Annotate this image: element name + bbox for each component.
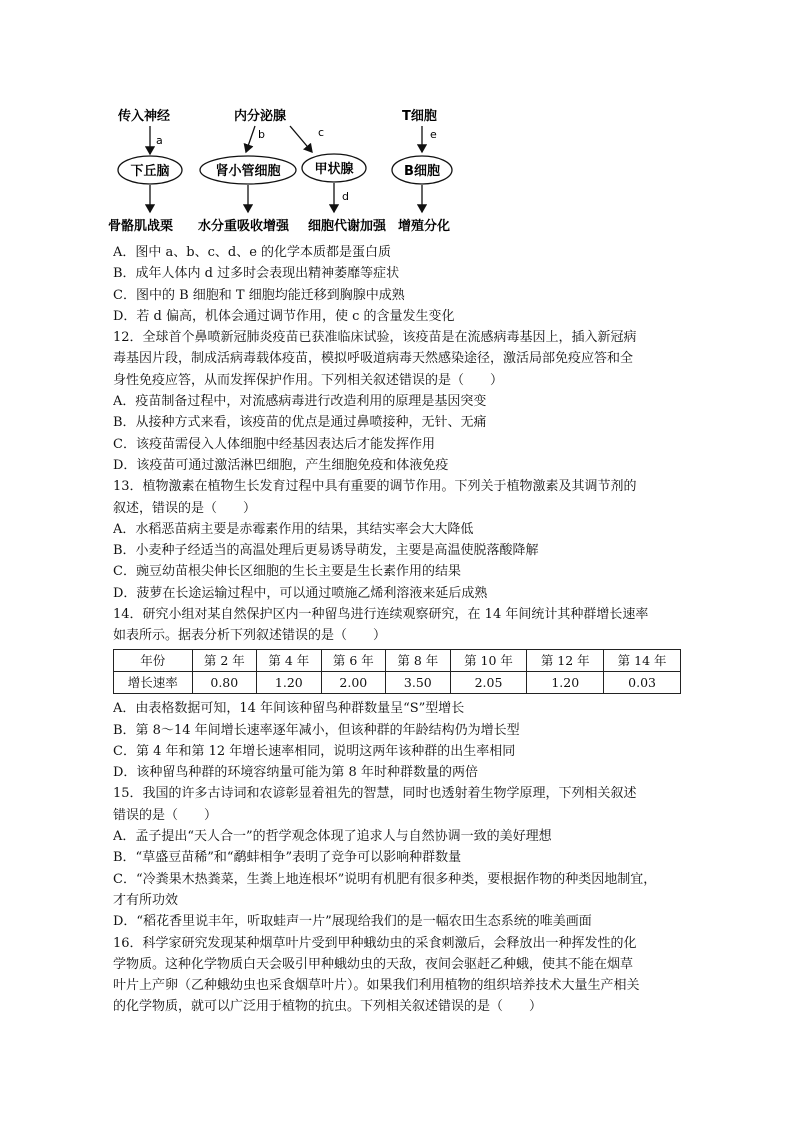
q12-option-c: C．该疫苗需侵入人体细胞中经基因表达后才能发挥作用	[113, 436, 435, 452]
node-hypothalamus-label: 下丘脑	[130, 164, 170, 179]
table-year: 第 2 年	[192, 649, 257, 671]
result-water-reabsorption: 水分重吸收增强	[198, 219, 290, 234]
table-rate: 2.00	[321, 671, 386, 693]
node-b-cell-label: B细胞	[404, 164, 440, 179]
table-year: 第 12 年	[527, 649, 604, 671]
q15-stem-line-2: 错误的是（ ）	[113, 807, 218, 823]
q11-option-c: C．图中的 B 细胞和 T 细胞均能迁移到胸腺中成熟	[113, 287, 405, 303]
q13-stem-line-2: 叙述，错误的是（ ）	[113, 500, 257, 516]
q16-stem-line-4: 的化学物质，就可以广泛用于植物的抗虫。下列相关叙述错误的是（ ）	[113, 999, 543, 1015]
table-year: 第 8 年	[386, 649, 451, 671]
q15-option-b: B．“草盛豆苗稀”和“鹬蚌相争”表明了竞争可以影响种群数量	[113, 850, 462, 866]
q11-option-b: B．成年人体内 d 过多时会表现出精神萎靡等症状	[113, 266, 400, 282]
q15-option-a: A．孟子提出“天人合一”的哲学观念体现了追求人与自然协调一致的美好理想	[113, 829, 552, 845]
label-e: e	[430, 128, 437, 141]
q14-stem-line-2: 如表所示。据表分析下列叙述错误的是（ ）	[113, 628, 387, 644]
q15-option-c-continued: 才有所功效	[113, 892, 179, 908]
table-header-row	[114, 649, 681, 671]
table-year: 第 14 年	[604, 649, 681, 671]
q12-stem-line-2: 毒基因片段，制成活病毒载体疫苗，模拟呼吸道病毒天然感染途径，激活局部免疫应答和全	[113, 351, 634, 367]
label-a: a	[156, 134, 163, 147]
result-metabolism: 细胞代谢加强	[308, 219, 387, 234]
q13-option-b: B．小麦种子经适当的高温处理后更易诱导萌发，主要是高温使脱落酸降解	[113, 543, 539, 559]
q14-option-a: A．由表格数据可知，14 年间该种留鸟种群数量呈“S”型增长	[113, 701, 465, 717]
source-t-cell: T细胞	[402, 109, 437, 124]
q13-option-d: D．菠萝在长途运输过程中，可以通过喷施乙烯利溶液来延后成熟	[113, 585, 488, 601]
arrow-b	[246, 126, 255, 152]
node-thyroid-label: 甲状腺	[314, 162, 354, 177]
label-b: b	[258, 128, 265, 141]
q13-option-a: A．水稻恶苗病主要是赤霉素作用的结果，其结实率会大大降低	[113, 521, 474, 537]
table-header-label: 年份	[114, 649, 193, 671]
q16-stem-line-2: 学物质。这种化学物质白天会吸引甲种蛾幼虫的天敌，夜间会驱赶乙种蛾，使其不能在烟草	[113, 956, 634, 972]
q16-stem-line-1: 16．科学家研究发现某种烟草叶片受到甲种蛾幼虫的采食刺激后，会释放出一种挥发性的化	[113, 935, 637, 951]
q14-option-c: C．第 4 年和第 12 年增长速率相同，说明这两年该种群的出生率相同	[113, 743, 516, 759]
source-endocrine-gland: 内分泌腺	[234, 109, 287, 124]
q14-option-d: D．该种留鸟种群的环境容纳量可能为第 8 年时种群数量的两倍	[113, 765, 478, 781]
node-renal-tubule-cell-label: 肾小管细胞	[215, 164, 281, 179]
q12-option-d: D．该疫苗可通过激活淋巴细胞，产生细胞免疫和体液免疫	[113, 457, 449, 473]
table-rate: 3.50	[386, 671, 451, 693]
table-year: 第 6 年	[321, 649, 386, 671]
table-year: 第 10 年	[450, 649, 527, 671]
regulation-diagram	[100, 100, 480, 240]
q14-option-b: B．第 8～14 年间增长速率逐年减小，但该种群的年龄结构仍为增长型	[113, 722, 520, 738]
q15-option-c: C．“冷粪果木热粪菜，生粪上地连根坏”说明有机肥有很多种类，要根据作物的种类因地制宜，	[113, 871, 657, 887]
table-year: 第 4 年	[257, 649, 322, 671]
q12-stem-line-3: 身性免疫应答，从而发挥保护作用。下列相关叙述错误的是（ ）	[113, 372, 504, 388]
table-rate: 2.05	[450, 671, 527, 693]
table-rate: 1.20	[257, 671, 322, 693]
q15-stem-line-1: 15．我国的许多古诗词和农谚彰显着祖先的智慧，同时也透射着生物学原理，下列相关叙述	[113, 786, 637, 802]
q16-stem-line-3: 叶片上产卵（乙种蛾幼虫也采食烟草叶片）。如果我们利用植物的组织培养技术大量生产相关	[113, 978, 640, 994]
label-c: c	[318, 126, 325, 139]
question-text	[113, 242, 683, 1018]
result-shivering: 骨骼肌战栗	[108, 219, 174, 234]
q12-option-b: B．从接种方式来看，该疫苗的优点是通过鼻喷接种，无针、无痛	[113, 415, 487, 431]
table-row-label: 增长速率	[114, 671, 193, 693]
q12-option-a: A．疫苗制备过程中，对流感病毒进行改造利用的原理是基因突变	[113, 394, 487, 410]
result-proliferation: 增殖分化	[398, 219, 451, 234]
q13-option-c: C．豌豆幼苗根尖伸长区细胞的生长主要是生长素作用的结果	[113, 564, 461, 580]
growth-rate-table	[113, 649, 681, 695]
q11-option-a: A．图中 a、b、c、d、e 的化学本质都是蛋白质	[113, 245, 392, 260]
table-rate: 1.20	[527, 671, 604, 693]
arrow-c	[290, 126, 312, 152]
diagram-svg	[100, 100, 480, 240]
table-rate: 0.03	[604, 671, 681, 693]
q11-option-d: D．若 d 偏高，机体会通过调节作用，使 c 的含量发生变化	[113, 308, 455, 324]
q12-stem-line-1: 12．全球首个鼻喷新冠肺炎疫苗已获准临床试验，该疫苗是在流感病毒基因上，插入新冠病	[113, 330, 637, 346]
label-d: d	[342, 190, 349, 203]
q15-option-d: D．“稻花香里说丰年，听取蛙声一片”展现给我们的是一幅农田生态系统的唯美画面	[113, 914, 592, 930]
source-afferent-nerve: 传入神经	[118, 109, 171, 124]
q14-stem-line-1: 14．研究小组对某自然保护区内一种留鸟进行连续观察研究，在 14 年间统计其种群增长速率	[113, 607, 649, 623]
table-row	[114, 671, 681, 693]
q13-stem-line-1: 13．植物激素在植物生长发育过程中具有重要的调节作用。下列关于植物激素及其调节剂的	[113, 479, 637, 495]
table-rate: 0.80	[192, 671, 257, 693]
